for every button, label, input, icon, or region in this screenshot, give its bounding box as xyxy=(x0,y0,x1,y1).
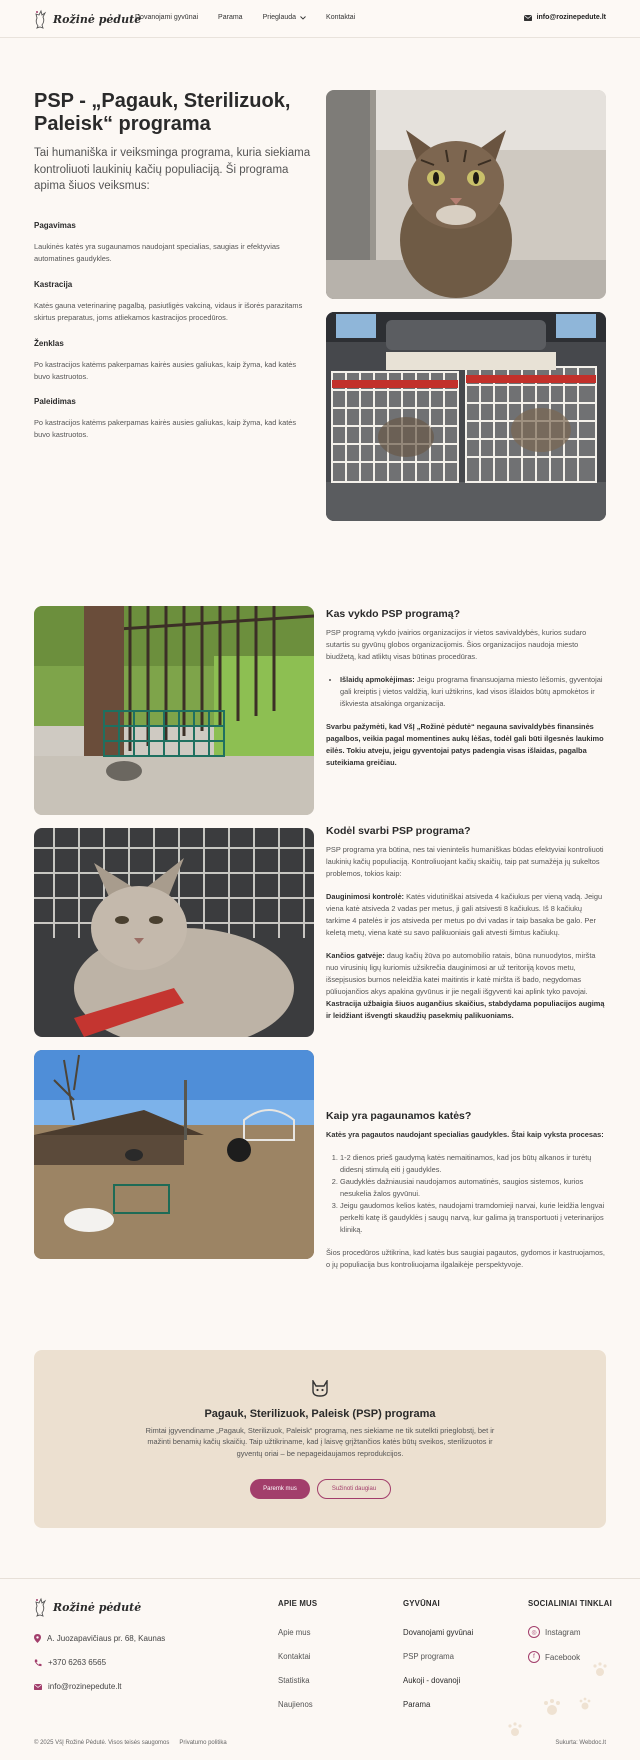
footer-col-title-animals: GYVŪNAI xyxy=(403,1599,440,1608)
list-item: 3. Jeigu gaudomos kelios katės, naudojami tramdomieji narvai, kurie leidžia lengvai perkelti katę iš gaudyklės į saugų narvą, kur galima ją transportuoti į veterinarijos kliniką. xyxy=(340,1200,606,1236)
how-closing: Šios procedūros užtikrina, kad katės bus saugiai pagautos, gydomos ir kastruojamos, o jų populiacija bus kontroliuojama ilgalaikėje perspektyvoje. xyxy=(326,1247,605,1269)
step-text: Po kastracijos katėms pakerpamas kairės ausies galiukas, kaip žyma, kad katės buvo kastruotos. xyxy=(34,418,297,439)
nav-item-parama[interactable]: Parama xyxy=(218,14,243,21)
section-body-how xyxy=(326,1129,606,1271)
cat-silhouette-icon xyxy=(33,9,49,29)
photo-tabby-cat xyxy=(326,90,606,299)
footer-logo-text: Rožinė pėdutė xyxy=(53,1600,142,1614)
footer-link-dovanojami[interactable]: Dovanojami gyvūnai xyxy=(403,1628,474,1637)
footer-link-psp[interactable]: PSP programa xyxy=(403,1652,454,1661)
cta-title: Pagauk, Sterilizuok, Paleisk (PSP) programa xyxy=(204,1408,436,1420)
logo-text: Rožinė pėdutė xyxy=(53,12,142,26)
list-item: 1. 1-2 dienos prieš gaudymą katės nemaitinamos, kad jos būtų alkanos ir turėtų didesnį stimulą eiti į gaudykles. xyxy=(340,1152,606,1176)
cat-face-icon xyxy=(311,1380,329,1397)
site-header xyxy=(0,0,640,38)
list-item: 2. Gaudyklės dažniausiai naudojamos automatinės, saugios sistemos, kurios nesukelia žalos gyvūnui. xyxy=(340,1176,606,1200)
facebook-icon: f xyxy=(528,1651,540,1663)
footer-address xyxy=(34,1634,165,1643)
why-point-1 xyxy=(326,891,606,939)
step-title: Pagavimas xyxy=(34,221,76,230)
footer-link-naujienos[interactable]: Naujienos xyxy=(278,1700,313,1709)
why-point-1-text: Katės vidutiniškai atsiveda 4 kačiukus per vieną vadą. Jeigu viena katė atsiveda 2 vadas per metus, ji gali atsivesti 8 kačiukus. Iš 8 kačiukų tarkime 4 patelės ir jos atsiveda per metus po dvi vadas ir taip basaka be galo. Per keletą metų, viena katė su savo palikuoniais gali atvesti šimtus kačiukų. xyxy=(326,891,603,937)
phone-text: +370 6263 6565 xyxy=(48,1658,107,1667)
list-item xyxy=(340,674,606,710)
credit-link[interactable]: Sukurta: Webdoc.lt xyxy=(555,1740,606,1746)
page-title: PSP - „Pagauk, Sterilizuok, Paleisk“ programa xyxy=(34,90,291,136)
copyright-text: © 2025 VšĮ Rožinė Pėdutė. Visos teisės saugomos xyxy=(34,1740,170,1746)
step-pagavimas xyxy=(34,221,304,265)
learn-more-button[interactable]: Sužinoti daugiau xyxy=(317,1479,391,1499)
photo-kitten-cage xyxy=(34,828,314,1037)
footer-link-statistika[interactable]: Statistika xyxy=(278,1676,310,1685)
hero-intro: Tai humaniška ir veiksminga programa, kuria siekiama kontroliuoti laukinių kačių populiaciją. Ši programa apima šiuos veiksmus: xyxy=(34,147,311,193)
nav-item-prieglauda[interactable] xyxy=(263,14,306,21)
bullet-label: Išlaidų apmokėjimas: xyxy=(340,674,415,684)
nav-item-kontaktai[interactable]: Kontaktai xyxy=(326,14,356,21)
footer-divider xyxy=(0,1578,640,1579)
why-point-2-label: Kančios gatvėje: xyxy=(326,950,385,960)
nav-item-dovanojami[interactable]: Dovanojami gyvūnai xyxy=(135,14,199,21)
step-zenklas xyxy=(34,339,304,383)
cta-panel xyxy=(34,1350,606,1528)
section-title-why: Kodėl svarbi PSP programa? xyxy=(326,825,471,837)
header-email-text: info@rozinepedute.lt xyxy=(536,14,606,21)
nav-item-prieglauda-label: Prieglauda xyxy=(262,14,297,21)
phone-icon xyxy=(34,1659,42,1667)
footer-link-kontaktai[interactable]: Kontaktai xyxy=(278,1652,311,1661)
instagram-icon: ◎ xyxy=(528,1626,540,1638)
section-title-how: Kaip yra pagaunamos katės? xyxy=(326,1110,472,1122)
who-note: Svarbu pažymėti, kad VšĮ „Rožinė pėdutė“ negauna savivaldybės finansinės pagalbos, veikia pagal momentines aukų lėšas, todėl gali būti ilgesnės laukimo eilės. Tokiu atveju, jeigu gyventojai patys padengia visas išlaidas, pagalba suteikiama greičiau. xyxy=(326,721,604,767)
step-title: Kastracija xyxy=(34,280,73,289)
chevron-down-icon xyxy=(300,16,306,20)
why-point-2 xyxy=(326,950,606,998)
section-title-who: Kas vykdo PSP programą? xyxy=(326,608,461,620)
privacy-link[interactable]: Privatumo politika xyxy=(179,1740,227,1746)
section-body-who xyxy=(326,627,606,769)
footer-link-apie-mus[interactable]: Apie mus xyxy=(278,1628,311,1637)
why-closing: Kastracija užbaigia šiuos augančius skaičius, stabdydama populiacijos augimą ir leidžiant išvengti skaudžių pasekmių palikuoniams. xyxy=(326,998,605,1020)
instagram-link[interactable] xyxy=(528,1626,581,1638)
why-point-2-text: daug kačių žūva po automobilio ratais, būna nunuodytos, miršta nuo virusinių ligų kuriomis užsikrečia dauginimosi ar už teritoriją kovos metu, išsepįsusios burnos neleidžia katei maitintis ir katė miršta iš bado, negydomas pūliuojančios akys apakina gyvūnus ir jie negali išgyventi kai aplink tyko pavojai. xyxy=(326,950,596,996)
bullet-text: Jeigu programa finansuojama miesto lėšomis, gyventojai gali kreiptis į vietos valdžią, kuri užtikrins, kad visos išlaidos būtų apmokėtos ir iškviesta atsakinga organizacija. xyxy=(340,674,603,708)
instagram-label: Instagram xyxy=(545,1627,581,1637)
who-paragraph: PSP programą vykdo įvairios organizacijos ir vietos savivaldybės, kurios sudaro sutartis su gyvūnų globos organizacijomis. Šios organizacijos naudoja miesto biudžetą, kad atliktų visas būtinas procedūras. xyxy=(326,628,587,661)
footer-logo[interactable] xyxy=(33,1597,141,1617)
envelope-icon xyxy=(524,15,532,21)
footer-bottom-left xyxy=(34,1740,227,1746)
support-button[interactable]: Paremk mus xyxy=(250,1479,310,1499)
cta-text: Rimtai įgyvendiname „Pagauk, Sterilizuok, Paleisk“ programą, nes siekiame ne tik sutelkti prieglobstį, bet ir mažinti benamių kačių skaičių. Taip užtikriname, kad į laisvę grįžtančios katės būtų sveikos, sterilizuotos ir gyventų oriai – be nepageidaujamos reprodukcijos. xyxy=(145,1426,495,1458)
location-pin-icon xyxy=(34,1634,41,1643)
photo-trap-fence xyxy=(34,606,314,815)
envelope-icon xyxy=(34,1684,42,1690)
address-text: A. Juozapavičiaus pr. 68, Kaunas xyxy=(47,1634,166,1643)
how-lead: Katės yra pagautos naudojant specialias gaudykles. Štai kaip vyksta procesas: xyxy=(326,1130,604,1139)
footer-col-title-about: APIE MUS xyxy=(278,1599,318,1608)
footer-email[interactable] xyxy=(34,1682,122,1691)
photo-farm-yard xyxy=(34,1050,314,1259)
how-steps xyxy=(326,1152,606,1236)
section-body-why xyxy=(326,844,606,1022)
why-paragraph: PSP programa yra būtina, nes tai vienintelis humaniškas būdas efektyviai kontroliuoti laukinių kačių populiaciją. Kontroliuojant kačių skaičių, taip pat sumažėja jų sukeltos problemos, tokios kaip: xyxy=(326,845,604,878)
footer-link-aukoji[interactable]: Aukoji - dovanoji xyxy=(403,1676,461,1685)
email-text: info@rozinepedute.lt xyxy=(48,1682,122,1691)
header-email-link[interactable] xyxy=(524,14,606,21)
footer-phone[interactable] xyxy=(34,1658,106,1667)
who-bullets xyxy=(326,674,606,710)
cat-silhouette-icon xyxy=(33,1597,49,1617)
step-text: Laukinės katės yra sugaunamos naudojant specialias, saugias ir efektyvias automatines gaudykles. xyxy=(34,242,280,263)
step-text: Po kastracijos katėms pakerpamas kairės ausies galiukas, kaip žyma, kad katės buvo kastruotos. xyxy=(34,360,297,381)
site-logo[interactable] xyxy=(33,7,141,31)
photo-cat-cages-car xyxy=(326,312,606,521)
why-point-1-label: Dauginimosi kontrolė: xyxy=(326,891,405,901)
footer-col-title-social: SOCIALINIAI TINKLAI xyxy=(528,1599,612,1608)
paw-prints-decoration-icon xyxy=(500,1660,620,1740)
footer-link-parama[interactable]: Parama xyxy=(403,1700,431,1709)
step-text: Katės gauna veterinarinę pagalbą, pasiutligės vakciną, vidaus ir išorės parazitams skirtus preparatus, joms atliekamos kastracijos procedūros. xyxy=(34,301,303,322)
step-title: Paleidimas xyxy=(34,397,76,406)
facebook-label: Facebook xyxy=(545,1652,581,1662)
main-nav xyxy=(135,14,355,21)
step-kastracija xyxy=(34,280,304,324)
step-title: Ženklas xyxy=(34,339,64,348)
step-paleidimas xyxy=(34,397,304,441)
